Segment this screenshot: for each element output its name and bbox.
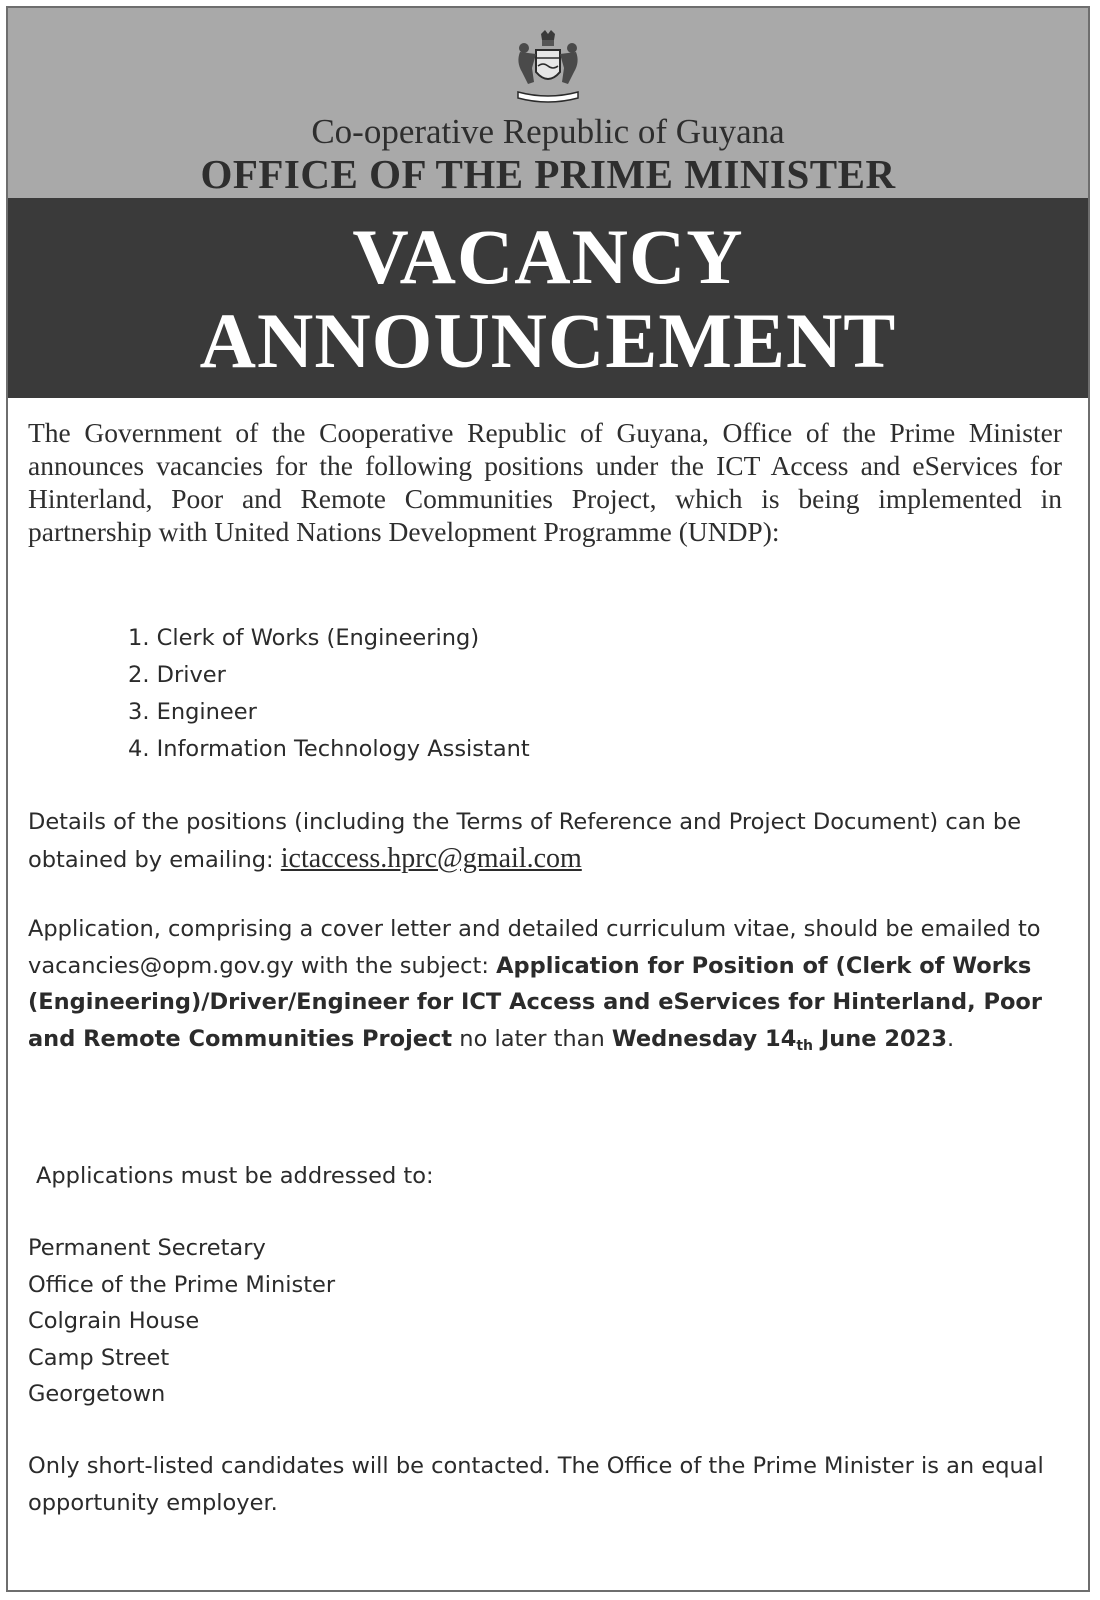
details-paragraph — [28, 804, 1068, 878]
list-item: 2. Driver — [128, 662, 226, 688]
closing-paragraph: Only short-listed candidates will be contacted. The Office of the Prime Minister is an equal opportunity employer. — [28, 1453, 1044, 1516]
details-email-link[interactable]: ictaccess.hprc@gmail.com — [280, 842, 582, 874]
address-block — [28, 1230, 335, 1413]
vacancy-banner — [8, 198, 1088, 398]
application-paragraph — [28, 911, 1068, 1060]
application-deadline-text: no later than — [452, 1025, 612, 1052]
positions-list — [128, 620, 530, 768]
address-line: Georgetown — [28, 1381, 166, 1407]
country-name: Co-operative Republic of Guyana — [311, 112, 785, 151]
details-text: Details of the positions (including the Terms of Reference and Project Document) can be obtained by emailing: — [28, 809, 1022, 873]
application-deadline-day: Wednesday 14 — [611, 1025, 797, 1052]
address-line: Permanent Secretary — [28, 1235, 266, 1261]
address-line: Colgrain House — [28, 1308, 200, 1334]
address-line: Office of the Prime Minister — [28, 1271, 336, 1298]
list-item: 4. Information Technology Assistant — [128, 736, 530, 762]
banner-line-2: ANNOUNCEMENT — [199, 297, 897, 384]
list-item: 3. Engineer — [128, 699, 257, 725]
header — [8, 8, 1088, 198]
guyana-coat-of-arms-icon — [508, 28, 588, 108]
address-line: Camp Street — [28, 1344, 170, 1371]
application-end: . — [947, 1025, 955, 1052]
application-text: Application, comprising a cover letter and detailed curriculum vitae, should be emailed to vacancies@opm.gov.gy with the subject: — [28, 916, 1041, 979]
intro-paragraph: The Government of the Cooperative Republic of Guyana, Office of the Prime Minister announces vacancies for the following positions under the ICT Access and eServices for Hinterland, Poor and Remote Communities Project, which is being implemented in partnership with United Nations Development Programme (UNDP): — [28, 417, 1062, 547]
addressed-to-heading: Applications must be addressed to: — [36, 1163, 434, 1189]
list-item: 1. Clerk of Works (Engineering) — [128, 625, 480, 651]
application-subject: Application for Position of (Clerk of Works (Engineering)/Driver/Engineer for ICT Access and eServices for Hinterland, Poor and Remote Communities Project — [28, 952, 1042, 1052]
deadline-ordinal: th — [796, 1037, 814, 1054]
banner-line-1: VACANCY — [352, 213, 744, 300]
announcement-frame — [6, 6, 1090, 1592]
application-deadline-rest: June 2023 — [813, 1025, 947, 1052]
office-title: OFFICE OF THE PRIME MINISTER — [200, 151, 896, 197]
